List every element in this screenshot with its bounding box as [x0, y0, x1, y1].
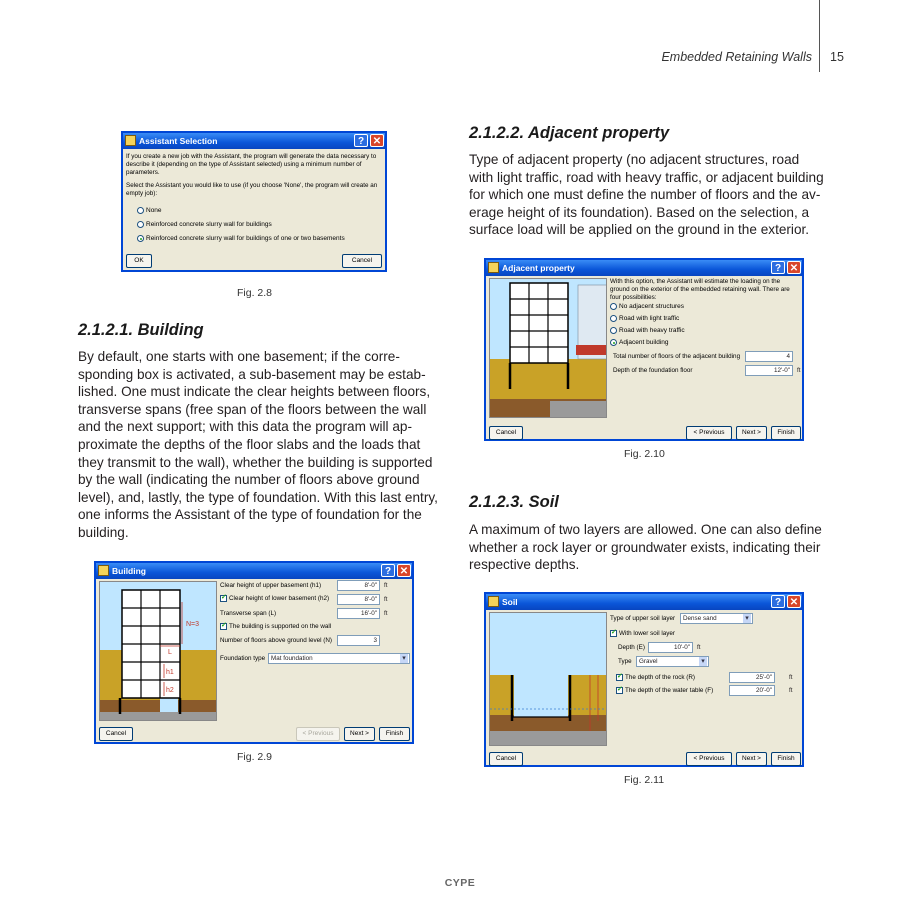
- rock-unit: ft: [789, 674, 793, 681]
- cancel-button[interactable]: Cancel: [99, 727, 133, 741]
- intro-text: If you create a new job with the Assistant, the program will generate the data necessary to describe it (depending on the type of Assistant selected) using a minimum number of parameters.: [126, 153, 377, 176]
- adjacent-property-dialog: [484, 258, 804, 441]
- finish-button[interactable]: Finish: [771, 426, 801, 440]
- upper-soil-label: Type of upper soil layer: [610, 615, 676, 622]
- title-bar: [96, 563, 412, 579]
- fig-2-9-caption: Fig. 2.9: [237, 751, 273, 763]
- building-dialog: [94, 561, 414, 744]
- supported-checkbox[interactable]: ✓The building is supported on the wall: [220, 623, 331, 630]
- ok-button[interactable]: OK: [126, 254, 152, 268]
- building-illustration: [99, 581, 217, 721]
- adjacent-heading: 2.1.2.2. Adjacent property: [469, 124, 670, 142]
- water-table-checkbox[interactable]: ✓The depth of the water table (F): [616, 687, 713, 694]
- radio-slurry-wall-basements[interactable]: Reinforced concrete slurry wall for buildings of one or two basements: [137, 235, 345, 242]
- adjacent-paragraph: Type of adjacent property (no adjacent structures, road with light traffic, road with heavy traffic, or adjacent building for which one must define the number of floors and the av- erage height of its foundation). Based on the selection, a surface load will be applied on the ground in the exterior.: [469, 152, 824, 238]
- fig-2-10-caption: Fig. 2.10: [624, 448, 665, 460]
- foundation-label: Foundation type: [220, 655, 266, 662]
- h1-label: h1: [166, 669, 174, 676]
- fig-2-11-caption: Fig. 2.11: [624, 774, 665, 786]
- soil-diagram: [490, 613, 607, 746]
- cancel-button[interactable]: Cancel: [489, 752, 523, 766]
- page-number: 15: [830, 50, 844, 64]
- previous-button[interactable]: < Previous: [686, 752, 732, 766]
- help-icon[interactable]: ?: [771, 261, 785, 274]
- app-icon: [488, 262, 499, 273]
- radio-light-traffic[interactable]: Road with light traffic: [610, 315, 679, 322]
- close-icon[interactable]: ✕: [787, 261, 801, 274]
- close-icon[interactable]: ✕: [397, 564, 411, 577]
- radio-heavy-traffic[interactable]: Road with heavy traffic: [610, 327, 685, 334]
- lower-soil-checkbox[interactable]: ✓With lower soil layer: [610, 630, 675, 637]
- h2-input[interactable]: 8'-0": [337, 594, 380, 605]
- title-bar: [123, 133, 385, 149]
- span-input[interactable]: 16'-0": [337, 608, 380, 619]
- adj-floors-label: Total number of floors of the adjacent building: [613, 353, 741, 360]
- span-unit: ft: [384, 610, 388, 617]
- building-heading: 2.1.2.1. Building: [78, 321, 204, 339]
- building-paragraph: By default, one starts with one basement; if the corre- sponding box is activated, a sub-basement may be estab- lished. One must indicate the clear heights between floors, transverse spans (free span of the floors between the wall and the next support; with this data the program will ap- proximate the depths of the floor slabs and the loads that they transmit to the wall), whether the building is supported by the wall (indicating the number of floors above ground level), and, lastly, the type of foundation. With this last entry, one informs the Assistant of the type of foundation for the building.: [78, 349, 438, 540]
- lower-basement-checkbox[interactable]: ✓Clear height of lower basement (h2): [220, 595, 329, 602]
- adj-depth-label: Depth of the foundation floor: [613, 367, 693, 374]
- assistant-selection-dialog: [121, 131, 387, 272]
- adjacent-illustration: [489, 278, 607, 418]
- floors-label: Number of floors above ground level (N): [220, 637, 332, 644]
- h2-label: h2: [166, 687, 174, 694]
- finish-button[interactable]: Finish: [771, 752, 801, 766]
- instruction-text: Select the Assistant you would like to use (if you choose 'None', the program will create an empty job):: [126, 182, 378, 197]
- rock-depth-input[interactable]: 25'-0": [729, 672, 775, 683]
- adj-depth-unit: ft: [797, 367, 801, 374]
- soil-illustration: [489, 612, 607, 746]
- floors-input[interactable]: 3: [337, 635, 380, 646]
- lower-type-select[interactable]: Gravel ▾: [636, 656, 709, 667]
- soil-paragraph: A maximum of two layers are allowed. One can also define whether a rock layer or groundwater exists, indicating their respective depths.: [469, 522, 822, 573]
- dialog-title: Adjacent property: [502, 263, 575, 273]
- app-icon: [98, 565, 109, 576]
- help-icon[interactable]: ?: [771, 595, 785, 608]
- previous-button[interactable]: < Previous: [686, 426, 732, 440]
- h2-unit: ft: [384, 596, 388, 603]
- h1-label-text: Clear height of upper basement (h1): [220, 582, 322, 589]
- fig-2-8-caption: Fig. 2.8: [237, 287, 273, 299]
- radio-none[interactable]: None: [137, 207, 162, 214]
- building-diagram: [100, 582, 217, 721]
- header-divider: [819, 0, 820, 72]
- radio-slurry-wall[interactable]: Reinforced concrete slurry wall for buildings: [137, 221, 272, 228]
- next-button[interactable]: Next >: [736, 426, 767, 440]
- next-button[interactable]: Next >: [344, 727, 375, 741]
- adjacent-intro: With this option, the Assistant will estimate the loading on the ground on the exterior of the embedded retaining wall. There are four possibilities:: [610, 278, 790, 301]
- h1-input[interactable]: 8'-0": [337, 580, 380, 591]
- previous-button[interactable]: < Previous: [296, 727, 340, 741]
- n-label: N=3: [186, 621, 200, 628]
- depth-e-label: Depth (E): [618, 644, 645, 651]
- next-button[interactable]: Next >: [736, 752, 767, 766]
- title-bar: [486, 260, 802, 276]
- l-label: L: [168, 649, 172, 656]
- help-icon[interactable]: ?: [354, 134, 368, 147]
- help-icon[interactable]: ?: [381, 564, 395, 577]
- h1-unit: ft: [384, 582, 388, 589]
- soil-heading: 2.1.2.3. Soil: [469, 493, 559, 511]
- span-label: Transverse span (L): [220, 610, 277, 617]
- close-icon[interactable]: ✕: [787, 595, 801, 608]
- running-title: Embedded Retaining Walls: [661, 50, 812, 64]
- title-bar: [486, 594, 802, 610]
- adj-depth-input[interactable]: 12'-0": [745, 365, 793, 376]
- cancel-button[interactable]: Cancel: [342, 254, 382, 268]
- foundation-select[interactable]: Mat foundation ▾: [268, 653, 410, 664]
- cancel-button[interactable]: Cancel: [489, 426, 523, 440]
- close-icon[interactable]: ✕: [370, 134, 384, 147]
- lower-type-label: Type: [618, 658, 632, 665]
- water-depth-input[interactable]: 20'-0": [729, 685, 775, 696]
- app-icon: [125, 135, 136, 146]
- depth-e-unit: ft: [697, 644, 701, 651]
- finish-button[interactable]: Finish: [379, 727, 410, 741]
- app-icon: [488, 596, 499, 607]
- footer-brand: CYPE: [444, 877, 476, 889]
- radio-adjacent-building[interactable]: Adjacent building: [610, 339, 669, 346]
- dialog-title: Soil: [502, 597, 518, 607]
- adjacent-diagram: [490, 279, 607, 418]
- adj-floors-input[interactable]: 4: [745, 351, 793, 362]
- soil-dialog: [484, 592, 804, 767]
- rock-checkbox[interactable]: ✓The depth of the rock (R): [616, 674, 695, 681]
- depth-e-input[interactable]: 10'-0": [648, 642, 693, 653]
- water-unit: ft: [789, 687, 793, 694]
- dialog-title: Assistant Selection: [139, 136, 218, 146]
- radio-no-adjacent[interactable]: No adjacent structures: [610, 303, 684, 310]
- dialog-title: Building: [112, 566, 146, 576]
- upper-soil-select[interactable]: Dense sand ▾: [680, 613, 753, 624]
